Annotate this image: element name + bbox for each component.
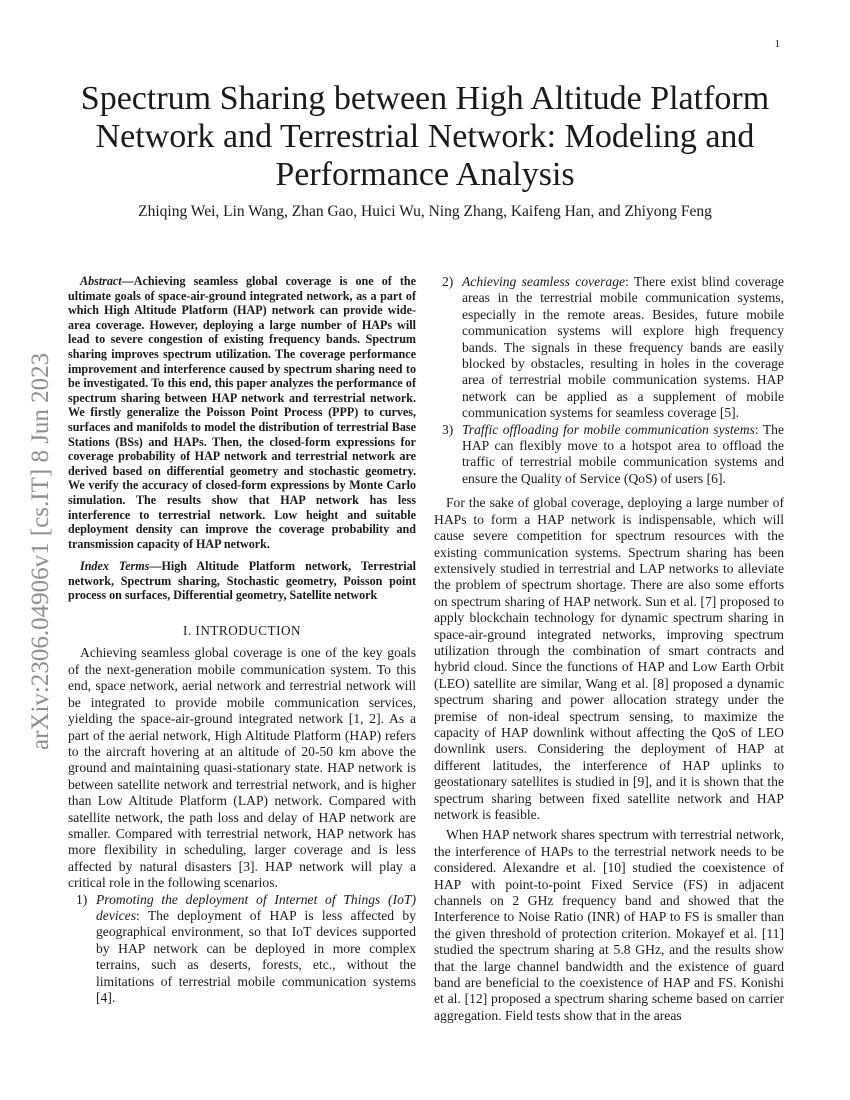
list-item [434,274,784,422]
abstract-text: —Achieving seamless global coverage is one of the ultimate goals of space-air-ground integrated network, as a part of which High Altitude Platform (HAP) network can provide wide-area coverage. However, deploying a large number of HAPs will lead to severe congestion of existing frequency bands. Spectrum sharing improves spectrum utilization. The coverage performance improvement and interference caused by spectrum sharing need to be investigated. To this end, this paper analyzes the performance of spectrum sharing between HAP network and terrestrial network. We firstly generalize the Poisson Point Process (PPP) to curves, surfaces and manifolds to model the distribution of terrestrial Base Stations (BSs) and HAPs. Then, the closed-form expressions for coverage probability of HAP network and terrestrial network are derived based on differential geometry and stochastic geometry. We verify the accuracy of closed-form expressions by Monte Carlo simulation. The results show that HAP network has less interference to terrestrial network. Low height and suitable deployment density can improve the coverage probability and transmission capacity of HAP network. [68,274,416,551]
list-item-title: Achieving seamless coverage [462,274,626,289]
intro-paragraph: Achieving seamless global coverage is one of the key goals of the next-generation mobile communication system. To this end, space network, aerial network and terrestrial network will be integrated to provide mobile communication services, yielding the space-air-ground integrated network [1, 2]. As a part of the aerial network, High Altitude Platform (HAP) refers to the aircraft hovering at an altitude of 20-50 km above the ground and maintaining quasi-stationary state. HAP network is between satellite network and terrestrial network, and is higher than Low Altitude Platform (LAP) network. Compared with satellite network, the path loss and delay of HAP network are smaller. Compared with terrestrial network, HAP network has more flexibility in scheduling, larger coverage and is less affected by natural disasters [3]. HAP network will play a critical role in the following scenarios. [68,645,416,891]
abstract [68,274,416,551]
author-list: Zhiqing Wei, Lin Wang, Zhan Gao, Huici Wu, Ning Zhang, Kaifeng Han, and Zhiyong Feng [138,203,712,220]
right-column [434,274,784,1024]
list-item-body: : The deployment of HAP is less affected by geographical environment, so that IoT devices supported by HAP network can be deployed in more complex terrains, such as deserts, forests, etc., without the limitations of terrestrial mobile communication systems [4]. [96,907,416,1005]
index-terms-text: —High Altitude Platform network, Terrestrial network, Spectrum sharing, Stochastic geometry, Poisson point process on surfaces, Differential geometry, Satellite network [68,559,416,603]
list-item-body: : There exist blind coverage areas in the terrestrial mobile communication systems, especially in the remote areas. Besides, future mobile communication systems will explore high frequency bands. The signals in these frequency bands are easily blocked by obstacles, resulting in holes in the coverage area of terrestrial mobile communication systems. HAP network can be applied as a supplement of mobile communication systems for seamless coverage [5]. [462,274,784,421]
index-terms [68,559,416,603]
left-column [68,274,416,1006]
list-number: 2) [442,274,454,289]
body-paragraph: When HAP network shares spectrum with terrestrial network, the interference of HAPs to the terrestrial network needs to be considered. Alexandre et al. [10] studied the coexistence of HAP with point-to-point Fixed Service (FS) in adjacent channels on 2 GHz frequency band and showed that the Interference to Noise Ratio (INR) of HAP to FS is smaller than the given threshold of protection criterion. Mokayef et al. [11] studied the spectrum sharing at 5.8 GHz, and the results show that the large channel bandwidth and the existence of guard band are beneficial to the coexistence of HAP and FS. Konishi et al. [12] proposed a spectrum sharing scheme based on carrier aggregation. Field tests show that in the areas [434,827,784,1023]
arxiv-identifier-stamp[interactable]: arXiv:2306.04906v1 [cs.IT] 8 Jun 2023 [27,352,54,750]
list-number: 1) [76,891,88,907]
index-terms-label: Index Terms [80,559,150,574]
list-number: 3) [442,421,454,437]
list-item-body: : The HAP can flexibly move to a hotspot area to offload the traffic of terrestrial mobile communication systems and ensure the Quality of Service (QoS) of users [6]. [462,421,784,486]
page-number: 1 [774,38,780,50]
list-item [434,422,784,488]
body-paragraph: For the sake of global coverage, deploying a large number of HAPs to form a HAP network is indispensable, which will cause severe competition for spectrum resources with the existing communication systems. Spectrum sharing has been extensively studied in terrestrial and LAP networks to alleviate the problem of spectrum shortage. There are also some efforts on spectrum sharing of HAP network. Sun et al. [7] proposed to apply blockchain technology for dynamic spectrum sharing in space-air-ground integrated networks, improving spectrum utilization through the combination of smart contracts and hybrid cloud. Since the functions of HAP and Low Earth Orbit (LEO) satellite are similar, Wang et al. [8] proposed a dynamic spectrum sharing and power allocation strategy under the premise of non-ideal spectrum sensing, to maximize the capacity of HAP downlink without affecting the QoS of LEO downlink users. Considering the deployment of HAP at different latitudes, the interference of HAP uplinks to geostationary satellites is studied in [9], and it is shown that the spectrum sharing between fixed satellite network and HAP network is feasible. [434,495,784,822]
list-item [68,892,416,1007]
abstract-label: Abstract [80,274,122,288]
list-text [462,274,784,422]
section-heading-introduction: I. INTRODUCTION [182,623,302,639]
list-item-title: Traffic offloading for mobile communication systems [462,421,755,437]
spacer [434,487,784,495]
list-text [462,422,784,488]
list-text [96,892,416,1007]
list-item-title: Promoting the deployment of Internet of Things (IoT) devices [96,891,416,923]
paper-title: Spectrum Sharing between High Altitude Platform Network and Terrestrial Network: Modeling and Performance Analysis [80,80,770,193]
